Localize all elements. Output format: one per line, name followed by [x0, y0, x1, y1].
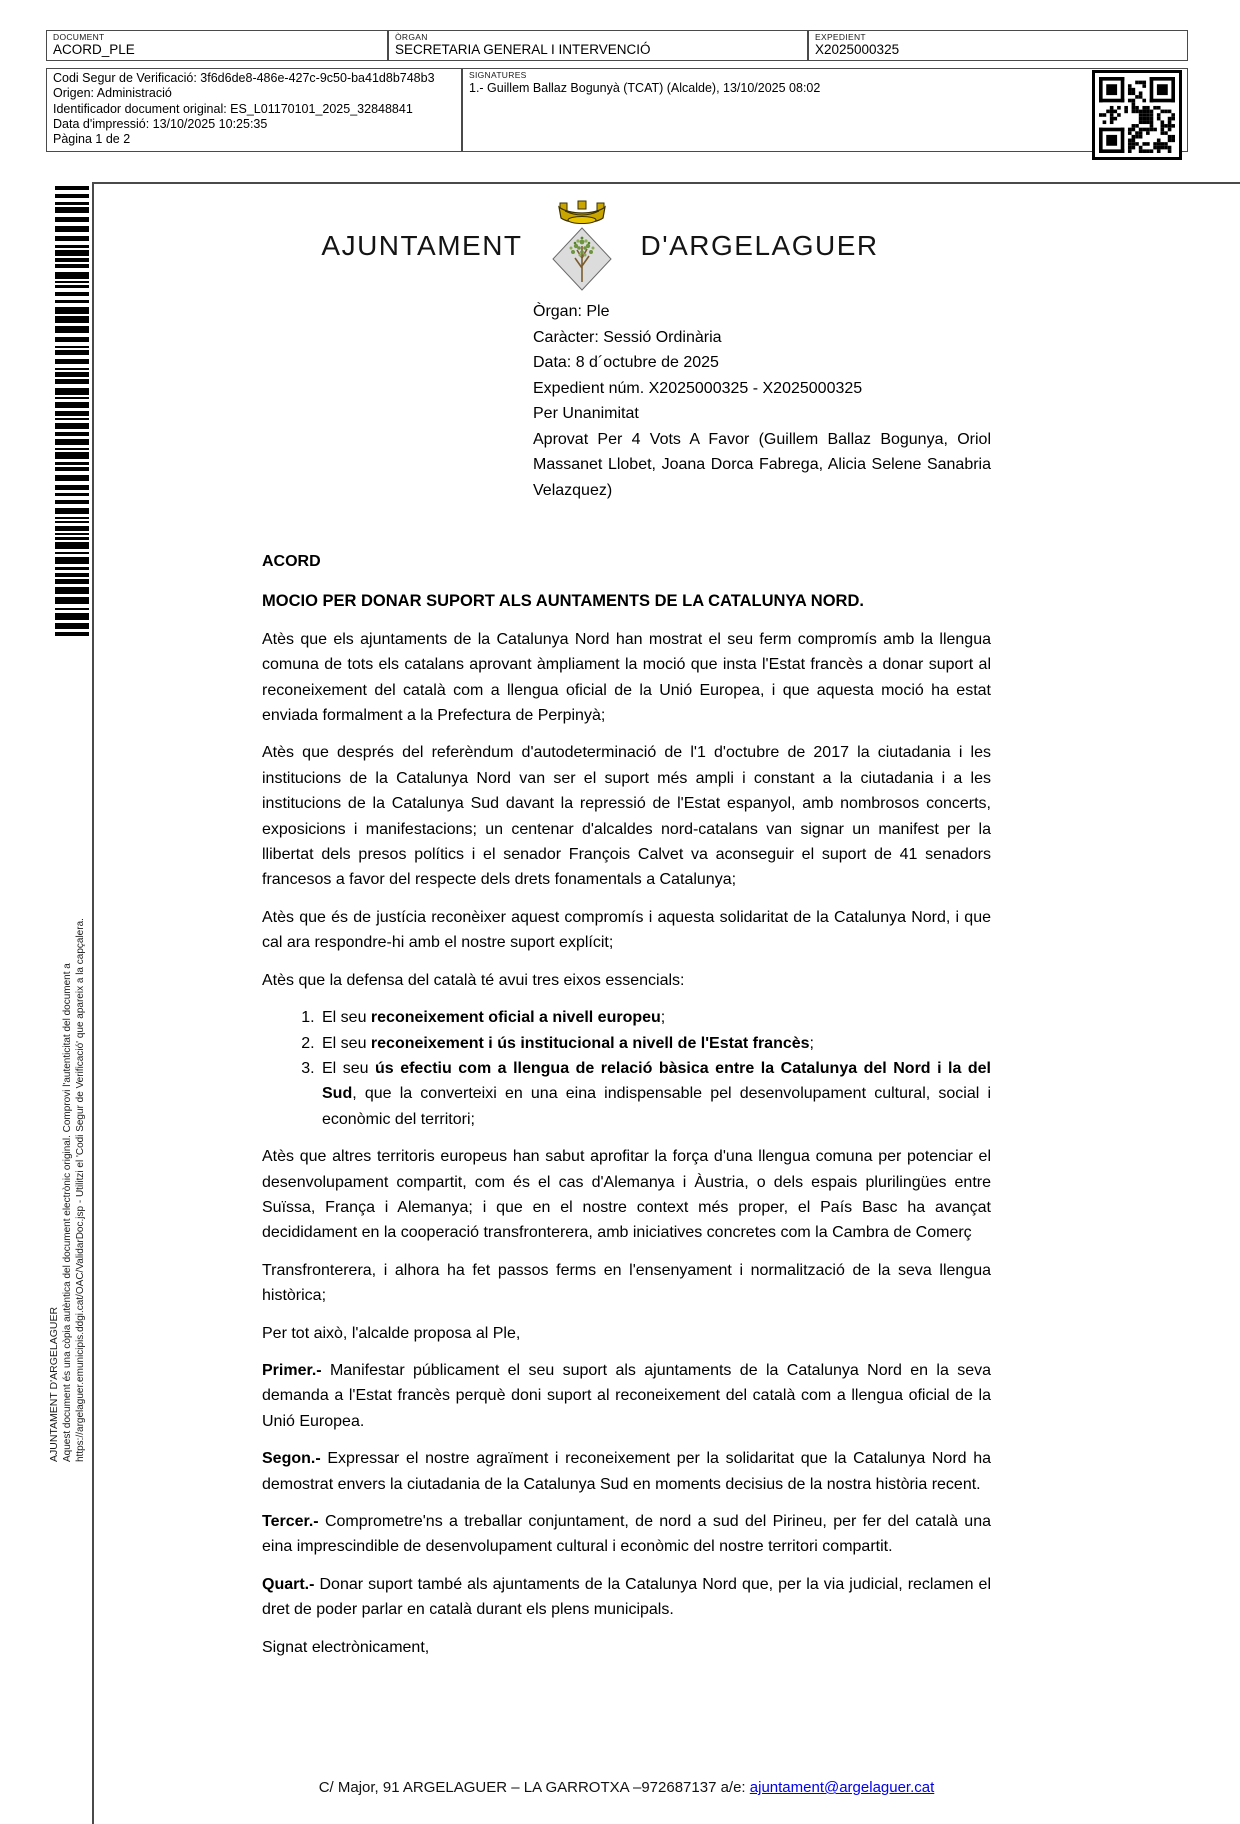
recital-2: Atès que després del referèndum d'autodeterminació de l'1 d'octubre de 2017 la ciutadania i les institucions de la Catalunya Nord van ser el suport més ampli i constant a la ciutadania i a les institucions de la Catalunya Sud davant la repressió de l'Estat espanyol, amb nombrosos concerts, exposicions i manifestacions; un centenar d'alcaldes nord-catalans van signar un manifest per la llibertat dels presos polítics i el senador François Calvet va aconseguir el suport de 41 senadors francesos a favor del respecte dels drets fonamentals a Catalunya;	[262, 744, 991, 889]
letterhead-left-word: AJUNTAMENT	[321, 230, 523, 261]
motion-title: MOCIO PER DONAR SUPORT ALS AUNTAMENTS DE LA CATALUNYA NORD.	[262, 592, 864, 611]
expedient-value: X2025000325	[815, 42, 900, 57]
text-line: Caràcter: Sessió Ordinària	[533, 328, 722, 346]
organ-cell	[388, 30, 808, 61]
organ-value: SECRETARIA GENERAL I INTERVENCIÓ	[395, 42, 651, 57]
recital-5-cont: Transfronterera, i alhora ha fet passos ferms en l'ensenyament i normalització de la seva llengua històrica;	[262, 1261, 991, 1305]
footer-email-link[interactable]: ajuntament@argelaguer.cat	[749, 1779, 935, 1796]
recital-5: Atès que altres territoris europeus han sabut aprofitar la força d'una llengua comuna per potenciar el desenvolupament compartit, com és el cas d'Alemanya i Àustria, o dels espais plurilingües entre Suïssa, França i Alemanya; i que en el nostre context més proper, el País Basc ha avançat decididament en la cooperació transfronterera, amb iniciatives concretes com la Cambra de Comerç	[262, 1148, 991, 1242]
point-quart: Quart.- Donar suport també als ajuntaments de la Catalunya Nord que, per la via judicial, reclamen el dret de poder parlar en català durant els plens municipals.	[262, 1575, 991, 1619]
recital-3: Atès que és de justícia reconèixer aquest compromís i aquesta solidaritat de la Catalunya Nord, i que cal ara respondre-hi amb el nostre suport explícit;	[262, 908, 991, 952]
text-line: Pàgina 1 de 2	[53, 132, 131, 147]
header-row-1	[46, 30, 1188, 61]
sidebar-validation-url: https://argelaguer.emunicipis.ddgi.cat/OAC/ValidarDoc.jsp - Utilitzi el 'Codi Segur de Verificació' que apareix a la capçalera.	[75, 918, 86, 1462]
sidebar-authenticity-note: Aquest document és una còpia autèntica del document electrònic original. Comprovi l'autenticitat del document a	[62, 963, 73, 1462]
verification-barcode	[55, 186, 89, 640]
verification-cell	[46, 68, 462, 152]
text-line: Identificador document original: ES_L01170101_2025_32848841	[53, 101, 413, 116]
page-footer	[262, 1779, 991, 1796]
point-primer: Primer.- Manifestar públicament el seu suport als ajuntaments de la Catalunya Nord en la seva demanda a l'Estat francès perquè doni suport al reconeixement del català com a llengua oficial de la Unió Europea.	[262, 1361, 991, 1430]
expedient-label: EXPEDIENT	[815, 32, 866, 42]
text-line: Codi Segur de Verificació: 3f6d6de8-486e-427c-9c50-ba41d8b748b3	[53, 71, 435, 85]
list-item: 1. El seu reconeixement oficial a nivell europeu;	[319, 1005, 991, 1030]
text-line: Expedient núm. X2025000325 - X2025000325	[533, 379, 863, 397]
text-line: Òrgan: Ple	[533, 303, 610, 320]
list-item: 3. El seu ús efectiu com a llengua de relació bàsica entre la Catalunya del Nord i la del Sud, que la converteixi en una eina indispensable pel desenvolupament cultural, social i econòmic del territori;	[319, 1056, 991, 1132]
session-meta	[533, 299, 991, 503]
document-header-table	[46, 30, 1188, 152]
qr-code	[1092, 70, 1182, 160]
text-line: Data d'impressió: 13/10/2025 10:25:35	[53, 116, 268, 131]
motion-text	[262, 627, 991, 1660]
letterhead	[170, 198, 1030, 294]
recital-1: Atès que els ajuntaments de la Catalunya Nord han mostrat el seu ferm compromís amb la llengua comuna de tots els catalans aprovant àmpliament la moció que insta l'Estat francès a donar suport al reconeixement del català com a llengua oficial de la Unió Europea, i que aquesta moció ha estat enviada formalment a la Prefectura de Perpinyà;	[262, 630, 991, 725]
proposal-intro: Per tot això, l'alcalde proposa al Ple,	[262, 1324, 521, 1342]
recital-4: Atès que la defensa del català té avui tres eixos essencials:	[262, 971, 685, 989]
text-line: Per Unanimitat	[533, 405, 639, 422]
point-tercer: Tercer.- Comprometre'ns a treballar conjuntament, de nord a sud del Pirineu, per fer del català una eina imprescindible de desenvolupament cultural i econòmic del nostre territori compartit.	[262, 1513, 991, 1556]
document-value: ACORD_PLE	[53, 42, 135, 57]
document-label: DOCUMENT	[53, 32, 105, 42]
header-row-2	[46, 68, 1188, 152]
coat-of-arms-icon	[549, 196, 615, 297]
expedient-cell	[808, 30, 1188, 61]
text-line: Origen: Administració	[53, 86, 172, 101]
signature-note: Signat electrònicament,	[262, 1638, 430, 1656]
footer-address: C/ Major, 91 ARGELAGUER – LA GARROTXA –972687137 a/e:	[318, 1779, 750, 1796]
text-line: Aprovat Per 4 Vots A Favor (Guillem Ballaz Bogunya, Oriol Massanet Llobet, Joana Dorca Fabrega, Alicia Selene Sanabria Velazquez)	[533, 430, 991, 499]
text-line: Data: 8 d´octubre de 2025	[533, 354, 719, 371]
organ-label: ÒRGAN	[395, 32, 428, 42]
sidebar-org-name: AJUNTAMENT D'ARGELAGUER	[48, 1306, 60, 1462]
letterhead-right-word: D'ARGELAGUER	[640, 230, 879, 261]
list-item: 2. El seu reconeixement i ús institucional a nivell de l'Estat francès;	[319, 1031, 991, 1056]
document-cell	[46, 30, 388, 61]
sidebar-legal-text	[48, 862, 87, 1462]
document-body	[262, 549, 991, 1672]
signatures-label: SIGNATURES	[469, 70, 527, 80]
point-segon: Segon.- Expressar el nostre agraïment i reconeixement per la solidaritat que la Catalunya Nord ha demostrat envers la ciutadania de la Catalunya Sud en moments decisius de la nostra història recent.	[262, 1450, 991, 1493]
acord-heading: ACORD	[262, 553, 321, 570]
signature-entry: 1.- Guillem Ballaz Bogunyà (TCAT) (Alcalde), 13/10/2025 08:02	[469, 81, 821, 95]
essential-axes-list	[262, 1005, 991, 1132]
signatures-cell	[462, 68, 1188, 152]
